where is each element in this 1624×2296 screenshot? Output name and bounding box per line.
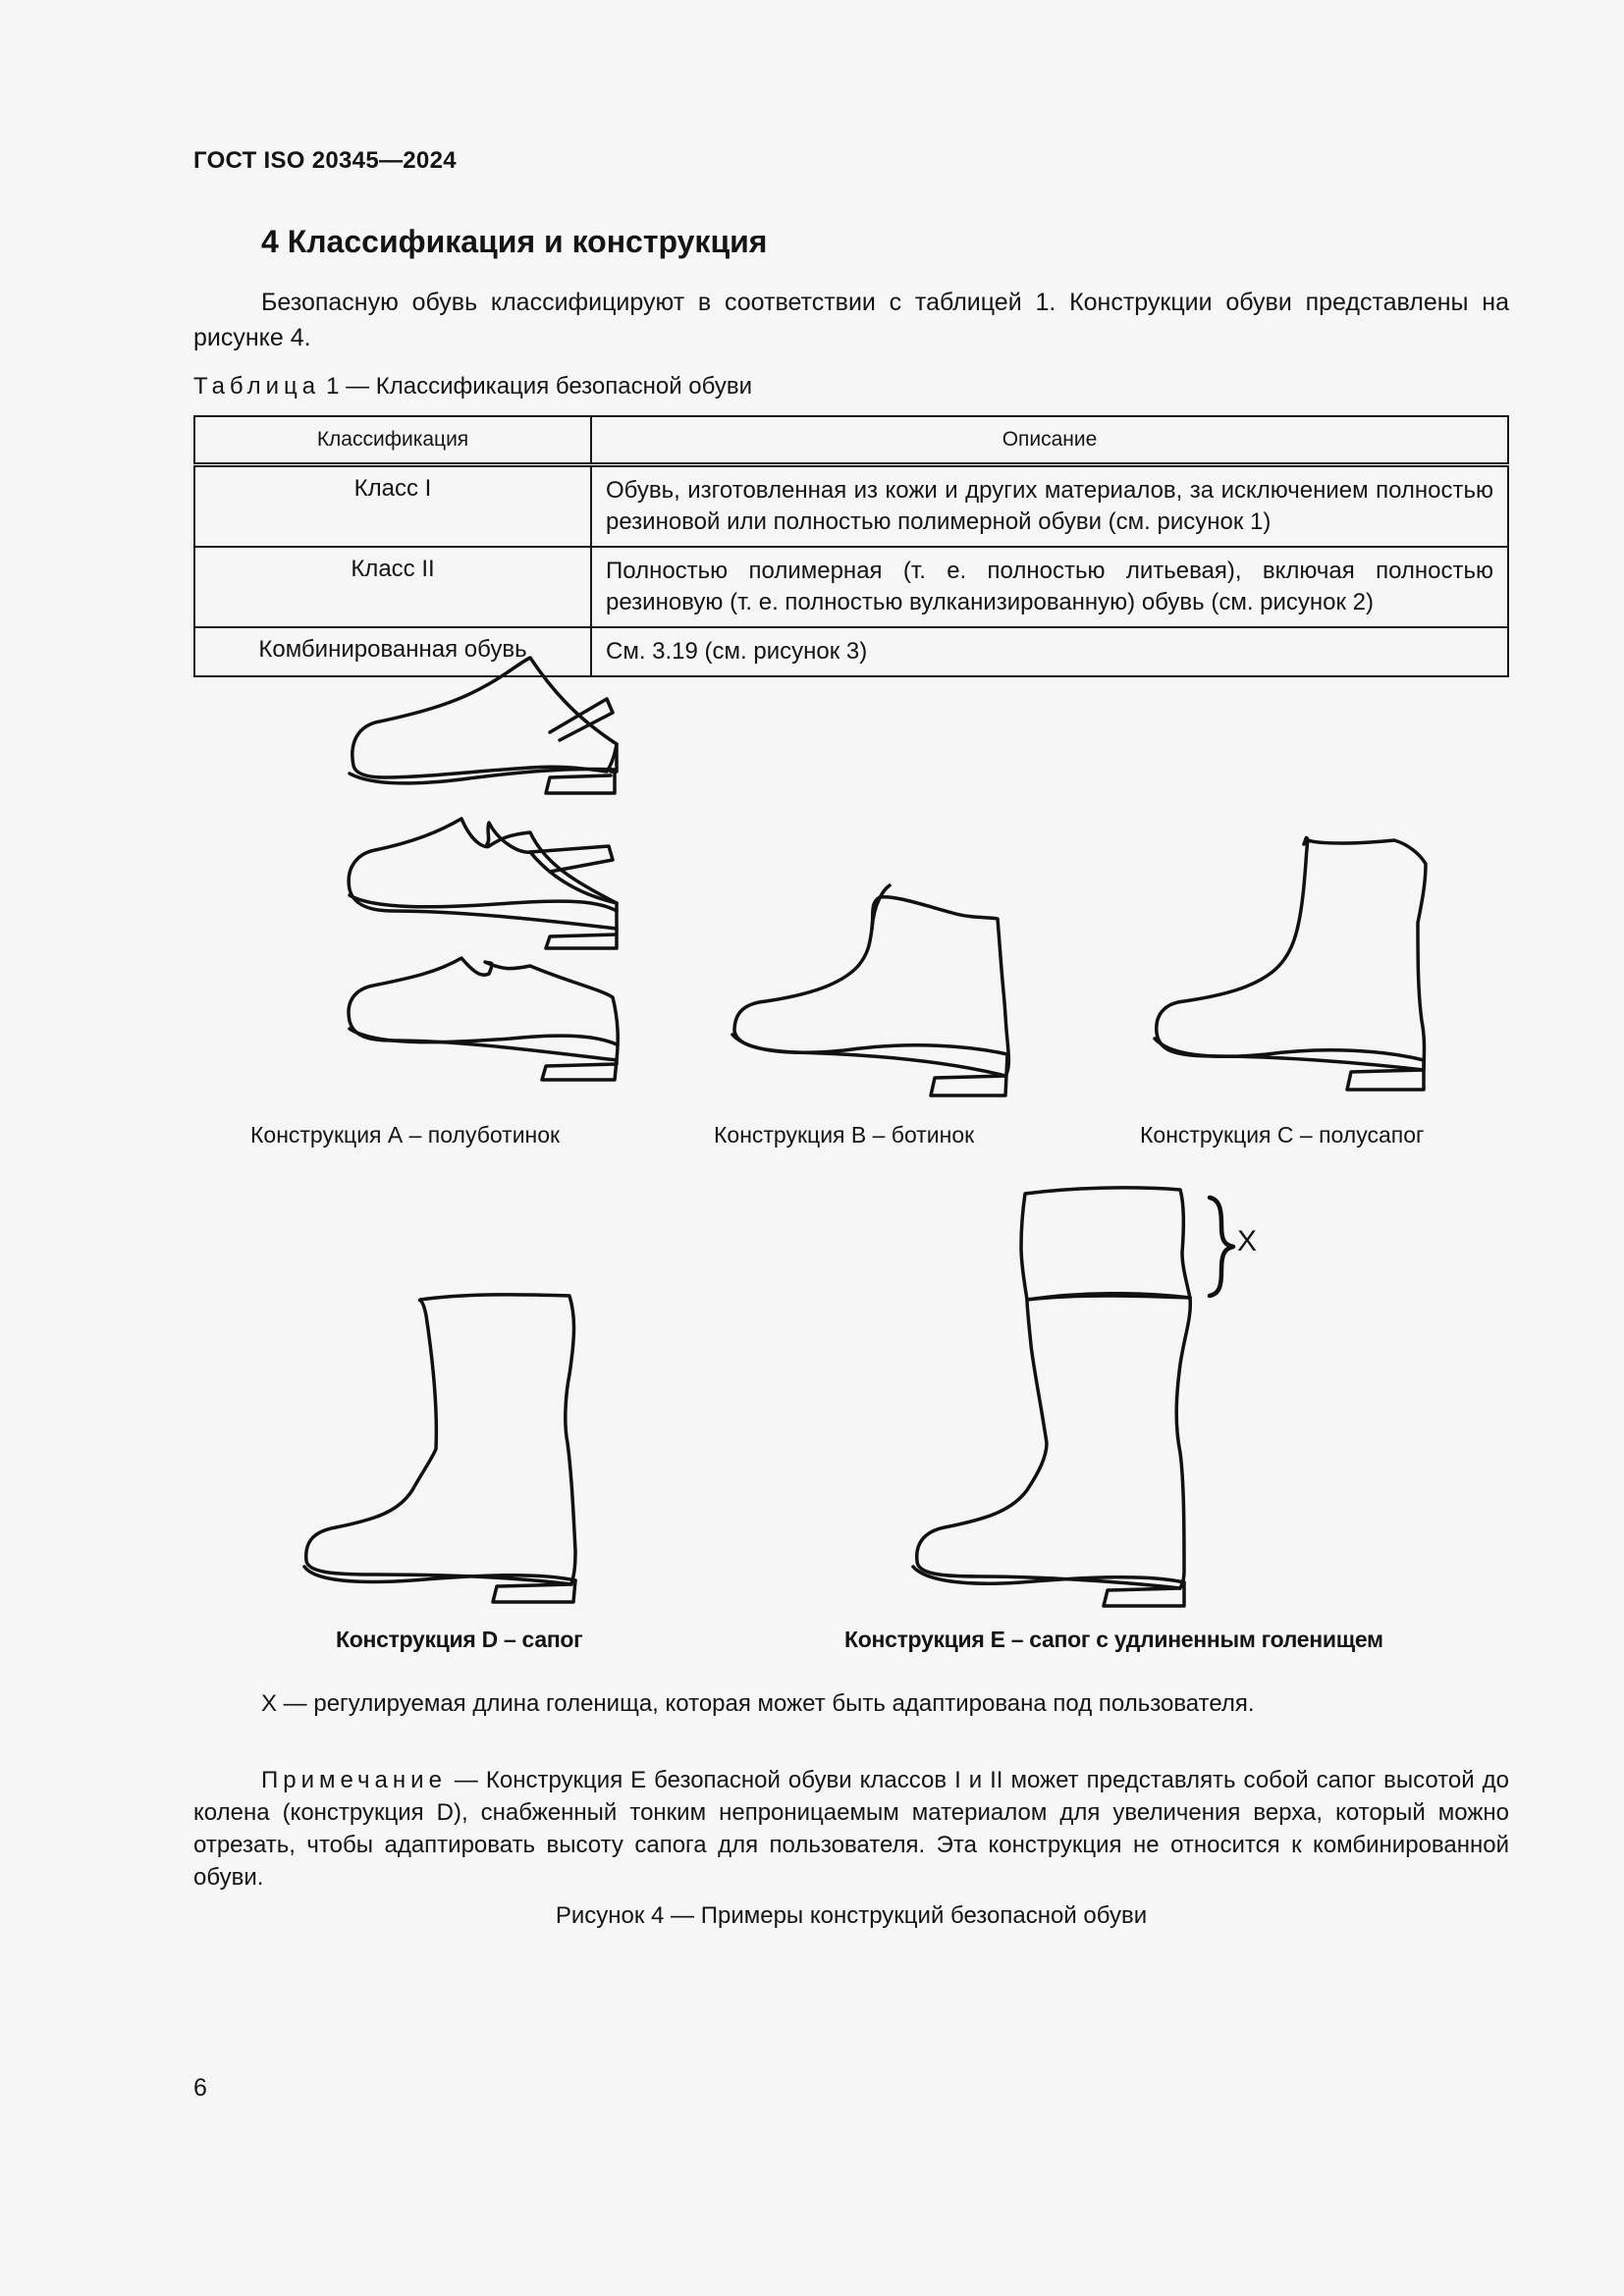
caption-construction-c: Конструкция С – полусапог: [1140, 1122, 1425, 1148]
caption-construction-d: Конструкция D – сапог: [336, 1627, 583, 1652]
shoe-low: [349, 958, 618, 1080]
figure-note: [193, 1764, 1509, 1894]
note-text: — Конструкция E безопасной обуви классов I и II может представлять собой сапог высотой до колена (конструкция D), снабженный тонким непроницаемым материалом для увеличения верха, который можно отрезать, чтобы адаптировать высоту сапога для пользователя. Эта конструкция не относится к комбинированной обуви.: [193, 1767, 1509, 1891]
row-description: См. 3.19 (см. рисунок 3): [591, 627, 1508, 676]
shoe-clog-back-strap: [349, 819, 617, 948]
row-description: Обувь, изготовленная из кожи и других материалов, за исключением полностью резиновой или полностью полимерной обуви (см. рисунок 1): [591, 465, 1508, 548]
shoe-half-boot: [1155, 837, 1426, 1090]
section-title: 4 Классификация и конструкция: [261, 224, 768, 259]
figure-title: Рисунок 4 — Примеры конструкций безопасной обуви: [555, 1902, 1148, 1929]
intro-paragraph: Безопасную обувь классифицируют в соответствии с таблицей 1. Конструкции обуви представлены на рисунке 4.: [193, 289, 1509, 351]
header-description: Описание: [591, 416, 1508, 465]
boot-extended-shaft: [913, 1188, 1233, 1606]
shoe-clog-strap: [350, 658, 617, 793]
table-caption-word: Таблица: [193, 373, 321, 400]
row-class: Класс II: [194, 547, 591, 627]
header-classification: Классификация: [194, 416, 591, 465]
caption-construction-e: Конструкция E – сапог с удлиненным голенищем: [844, 1627, 1383, 1652]
row-description: Полностью полимерная (т. е. полностью литьевая), включая полностью резиновую (т. е. полностью вулканизированную) обувь (см. рисунок 2): [591, 547, 1508, 627]
note-word: Примечание: [261, 1767, 447, 1793]
caption-construction-b: Конструкция В – ботинок: [714, 1122, 975, 1148]
caption-construction-a: Конструкция А – полуботинок: [250, 1122, 561, 1148]
boot-knee: [304, 1295, 575, 1602]
x-legend: X — регулируемая длина голенища, которая может быть адаптирована под пользователя.: [261, 1690, 1255, 1717]
page-number: 6: [193, 2074, 207, 2102]
row-class: Класс I: [194, 465, 591, 548]
x-dimension-label: X: [1237, 1225, 1258, 1257]
shoe-ankle-boot: [732, 885, 1008, 1095]
row-class: Комбинированная обувь: [194, 627, 591, 676]
standard-designation: ГОСТ ISO 20345—2024: [193, 147, 457, 174]
table-caption-rest: 1 — Классификация безопасной обуви: [326, 373, 752, 400]
